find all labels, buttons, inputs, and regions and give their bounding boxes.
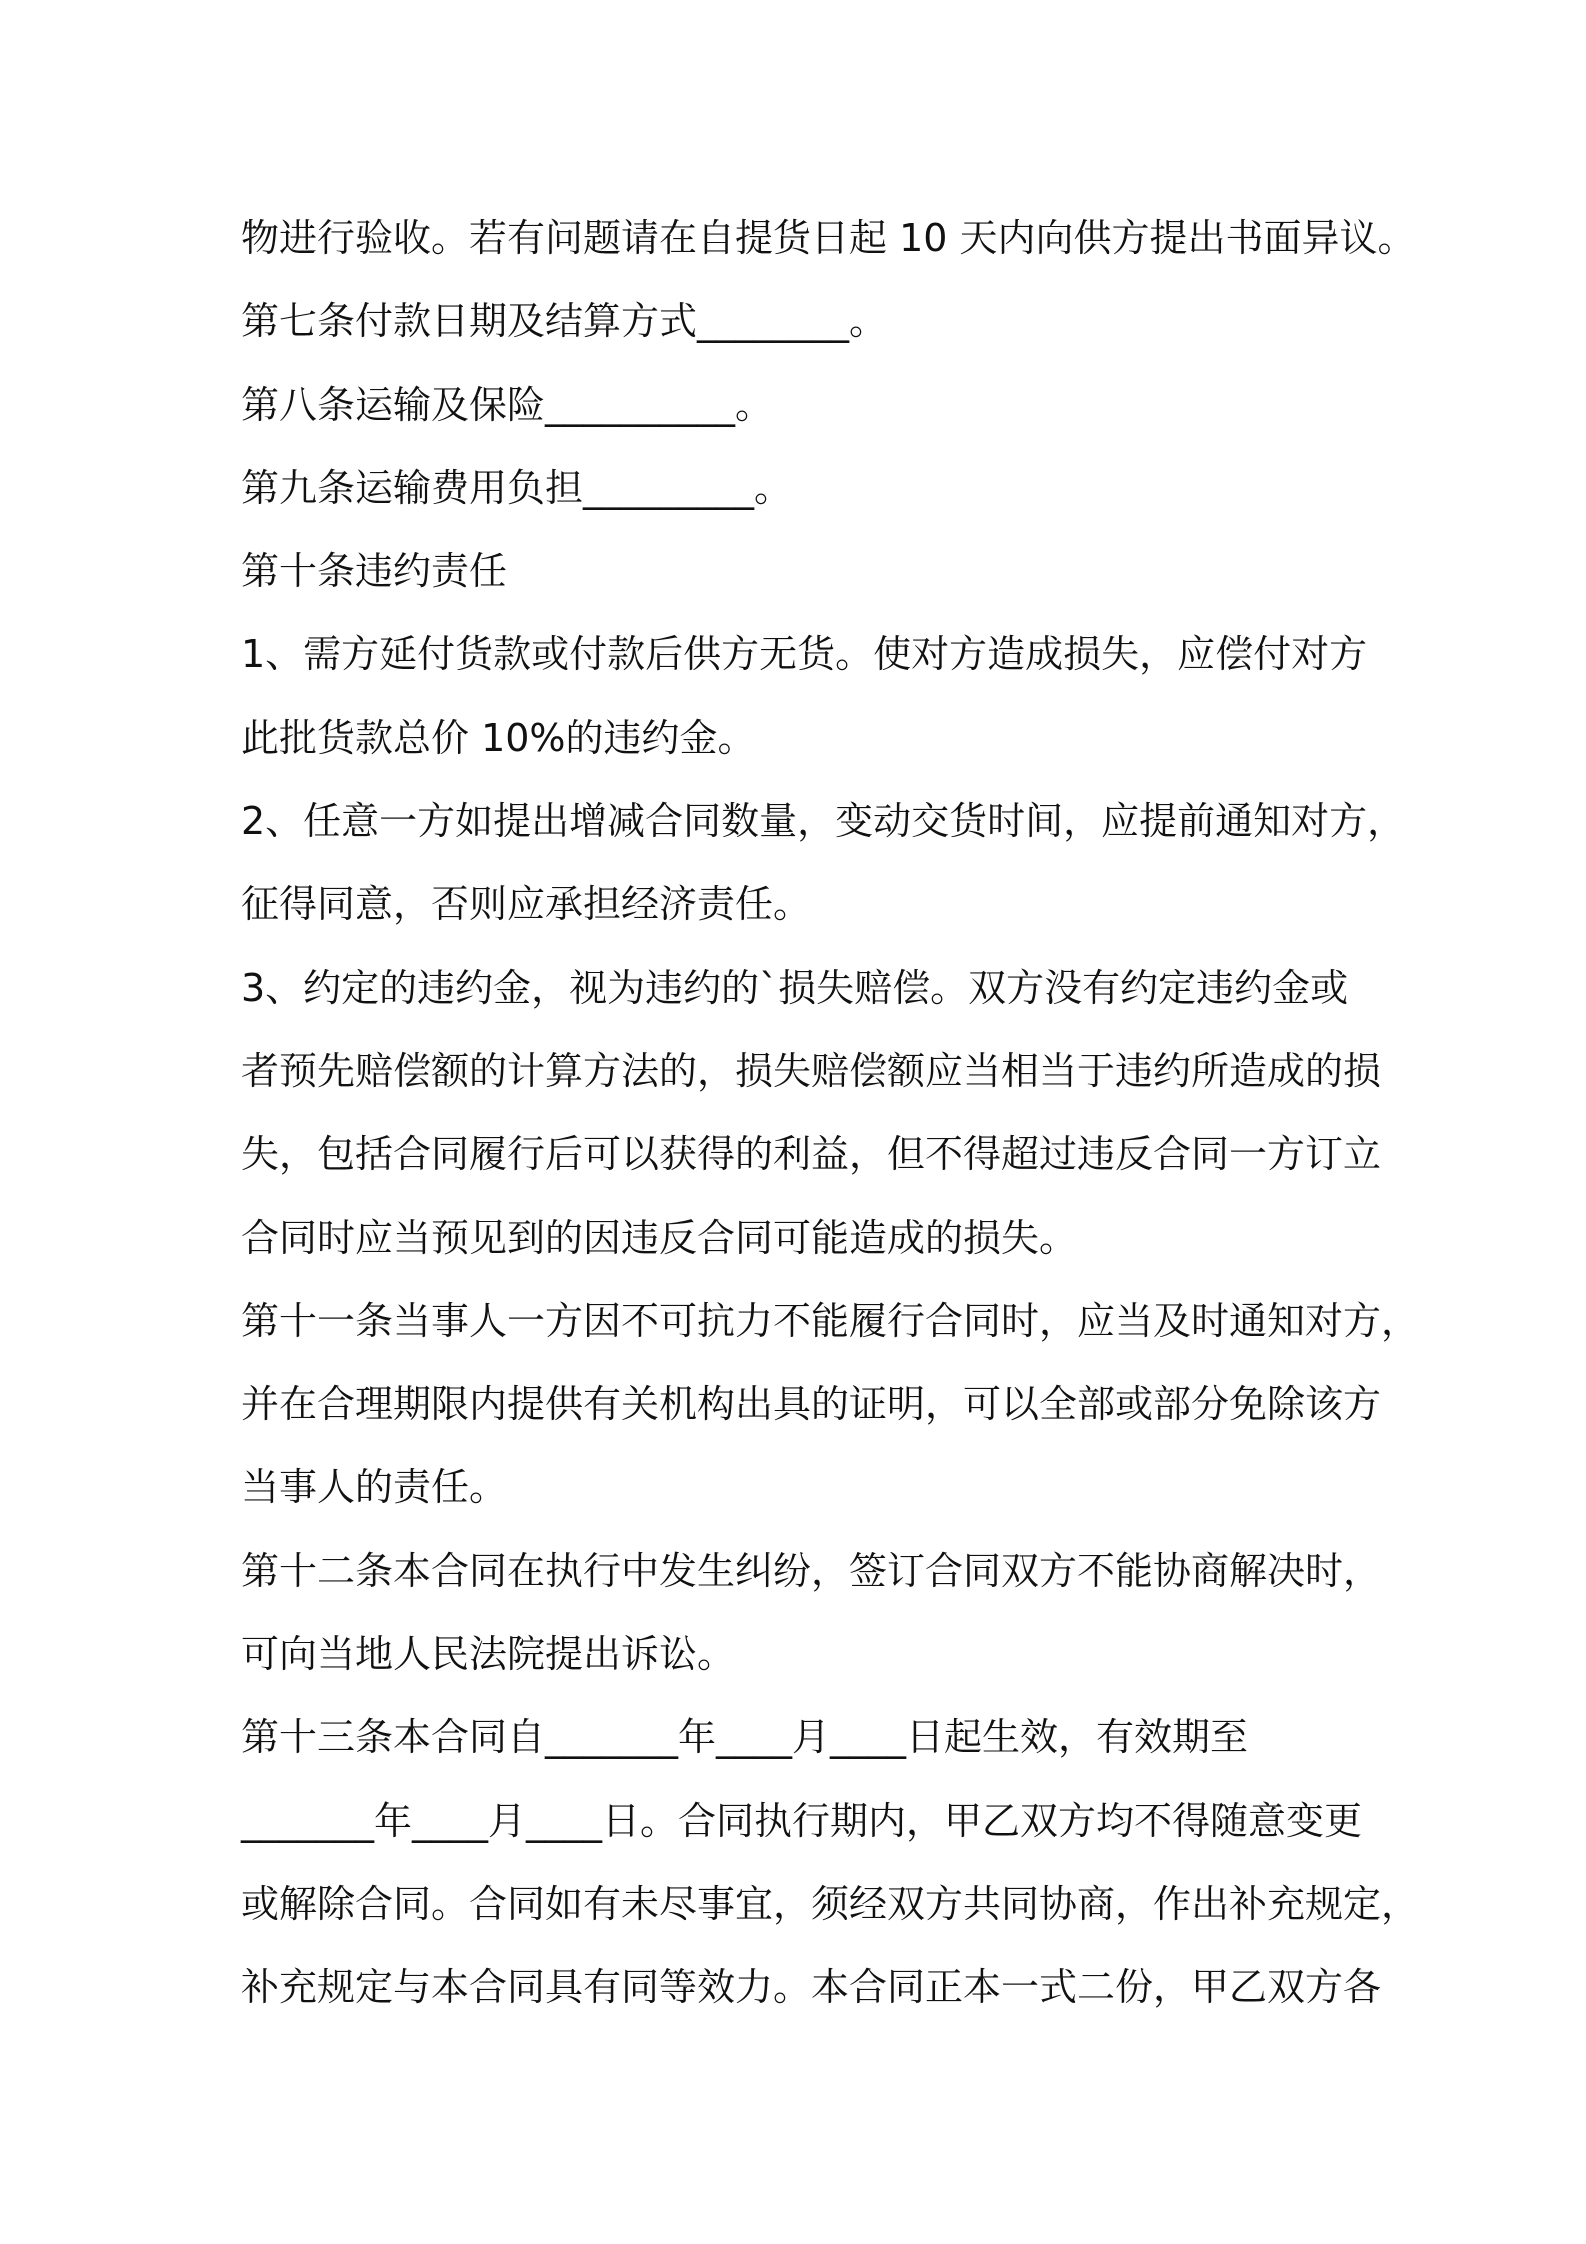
text-line: 并在合理期限内提供有关机构出具的证明，可以全部或部分免除该方: [241, 1382, 1382, 1427]
text-line: 合同时应当预见到的因违反合同可能造成的损失。: [241, 1215, 1078, 1260]
text-line: 物进行验收。若有问题请在自提货日起 10 天内向供方提出书面异议。: [241, 216, 1416, 260]
text-line: 1、需方延付货款或付款后供方无货。使对方造成损失，应偿付对方: [241, 632, 1368, 677]
text-line: 可向当地人民法院提出诉讼。: [241, 1632, 736, 1677]
text-line: 第七条付款日期及结算方式________。: [241, 299, 888, 344]
text-line: 2、任意一方如提出增减合同数量，变动交货时间，应提前通知对方，: [241, 799, 1406, 844]
section-heading: 第十条违约责任: [241, 549, 508, 594]
text-line: 3、约定的违约金，视为违约的`损失赔偿。双方没有约定违约金或: [241, 965, 1349, 1010]
text-line: 失，包括合同履行后可以获得的利益，但不得超过违反合同一方订立: [241, 1132, 1382, 1177]
text-line: 此批货款总价 10%的违约金。: [241, 715, 756, 760]
text-line: 第十一条当事人一方因不可抗力不能履行合同时，应当及时通知对方，: [241, 1298, 1420, 1343]
text-line: 第八条运输及保险__________。: [241, 382, 774, 427]
text-line: 补充规定与本合同具有同等效力。本合同正本一式二份，甲乙双方各: [241, 1965, 1382, 2010]
text-line: 征得同意，否则应承担经济责任。: [241, 882, 812, 927]
text-line: 当事人的责任。: [241, 1465, 508, 1510]
text-line: 者预先赔偿额的计算方法的，损失赔偿额应当相当于违约所造成的损: [241, 1048, 1382, 1093]
text-line: 第十三条本合同自_______年____月____日起生效，有效期至: [241, 1715, 1249, 1760]
text-line: 或解除合同。合同如有未尽事宜，须经双方共同协商，作出补充规定，: [241, 1881, 1420, 1926]
text-line: 第九条运输费用负担_________。: [241, 465, 793, 510]
text-line: 第十二条本合同在执行中发生纠纷，签订合同双方不能协商解决时，: [241, 1548, 1382, 1593]
contract-body-text: [241, 197, 1420, 2030]
text-line: _______年____月____日。合同执行期内，甲乙双方均不得随意变更: [241, 1798, 1363, 1843]
